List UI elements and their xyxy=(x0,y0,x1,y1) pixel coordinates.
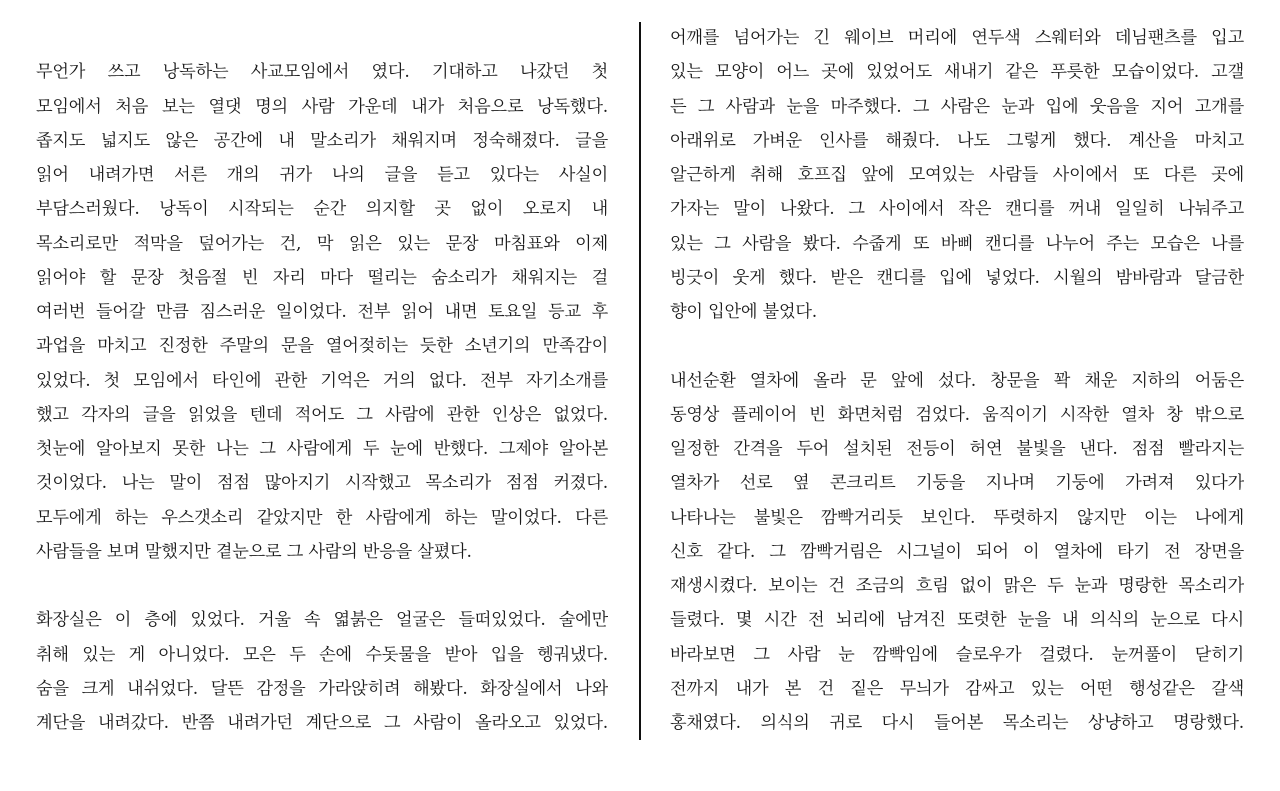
text-line: 취해 있는 게 아니었다. 모은 두 손에 수돗물을 받아 입을 헹궈냈다. xyxy=(36,644,608,665)
text-line: 재생시켰다. 보이는 건 조금의 흐림 없이 맑은 두 눈과 명랑한 목소리가 xyxy=(670,576,1244,596)
text-line: 좁지도 넓지도 않은 공간에 내 말소리가 채워지며 정숙해졌다. 글을 xyxy=(36,130,608,151)
text-line: 알근하게 취해 호프집 앞에 모여있는 사람들 사이에서 또 다른 곳에 xyxy=(670,165,1244,185)
text-line: 가자는 말이 나왔다. 그 사이에서 작은 캔디를 꺼내 일일히 나눠주고 xyxy=(670,199,1244,220)
column-divider xyxy=(639,22,641,740)
text-line: 전까지 내가 본 건 짙은 무늬가 감싸고 있는 어떤 행성같은 갈색 xyxy=(670,678,1244,699)
text-line: 바라보면 그 사람 눈 깜빡임에 슬로우가 걸렸다. 눈꺼풀이 닫히기 xyxy=(670,644,1244,665)
text-line: 든 그 사람과 눈을 마주했다. 그 사람은 눈과 입에 웃음을 지어 고개를 xyxy=(670,96,1244,117)
text-line: 있는 모양이 어느 곳에 있었어도 새내기 같은 푸릇한 모습이었다. 고갤 xyxy=(670,62,1244,83)
text-line: 신호 같다. 그 깜빡거림은 시그널이 되어 이 열차에 타기 전 장면을 xyxy=(670,541,1244,562)
left-column xyxy=(36,21,608,740)
text-line: 화장실은 이 층에 있었다. 거울 속 엷붉은 얼굴은 들떠있었다. 술에만 xyxy=(36,610,608,631)
paragraph-spacer xyxy=(36,569,608,603)
text-line: 모임에서 처음 보는 열댓 명의 사람 가운데 내가 처음으로 낭독했다. xyxy=(36,96,608,117)
text-line: 계단을 내려갔다. 반쯤 내려가던 계단으로 그 사람이 올라오고 있었다. xyxy=(36,713,608,733)
text-line: 일정한 간격을 두어 설치된 전등이 허연 불빛을 낸다. 점점 빨라지는 xyxy=(670,439,1244,459)
text-line: 숨을 크게 내쉬었다. 달뜬 감정을 가라앉히려 해봤다. 화장실에서 나와 xyxy=(36,678,608,699)
text-line: 과업을 마치고 진정한 주말의 문을 열어젖히는 듯한 소년기의 만족감이 xyxy=(36,336,608,357)
text-line: 읽어 내려가면 서른 개의 귀가 나의 글을 듣고 있다는 사실이 xyxy=(36,165,608,185)
paragraph-spacer xyxy=(36,21,608,55)
text-line: 빙긋이 웃게 했다. 받은 캔디를 입에 넣었다. 시월의 밤바람과 달금한 xyxy=(670,267,1244,288)
text-line: 여러번 들어갈 만큼 짐스러운 일이었다. 전부 읽어 내면 토요일 등교 후 xyxy=(36,302,608,322)
text-line: 사람들을 보며 말했지만 곁눈으로 그 사람의 반응을 살폈다. xyxy=(36,541,472,562)
text-line: 무언가 쓰고 낭독하는 사교모임에서 였다. 기대하고 나갔던 첫 xyxy=(36,62,608,83)
text-line: 향이 입안에 불었다. xyxy=(670,302,818,322)
text-line: 들렸다. 몇 시간 전 뇌리에 남겨진 또렷한 눈을 내 의식의 눈으로 다시 xyxy=(670,610,1244,631)
text-line: 동영상 플레이어 빈 화면처럼 검었다. 움직이기 시작한 열차 창 밖으로 xyxy=(670,404,1244,425)
right-column xyxy=(670,21,1244,740)
text-line: 것이었다. 나는 말이 점점 많아지기 시작했고 목소리가 점점 커졌다. xyxy=(36,473,608,494)
text-line: 아래위로 가벼운 인사를 해줬다. 나도 그렇게 했다. 계산을 마치고 xyxy=(670,130,1244,151)
text-line: 있는 그 사람을 봤다. 수줍게 또 바삐 캔디를 나누어 주는 모습은 나를 xyxy=(670,233,1244,254)
text-line: 내선순환 열차에 올라 문 앞에 섰다. 창문을 꽉 채운 지하의 어둠은 xyxy=(670,370,1244,391)
paragraph-spacer xyxy=(670,329,1244,363)
text-line: 열차가 선로 옆 콘크리트 기둥을 지나며 기둥에 가려져 있다가 xyxy=(670,473,1244,494)
text-line: 했고 각자의 글을 읽었을 텐데 적어도 그 사람에 관한 인상은 없었다. xyxy=(36,404,608,425)
text-line: 모두에게 하는 우스갯소리 같았지만 한 사람에게 하는 말이었다. 다른 xyxy=(36,507,608,528)
text-line: 목소리로만 적막을 덮어가는 건, 막 읽은 있는 문장 마침표와 이제 xyxy=(36,233,608,254)
text-line: 첫눈에 알아보지 못한 나는 그 사람에게 두 눈에 반했다. 그제야 알아본 xyxy=(36,439,608,459)
text-line: 어깨를 넘어가는 긴 웨이브 머리에 연두색 스웨터와 데님팬츠를 입고 xyxy=(670,28,1244,48)
text-line: 읽어야 할 문장 첫음절 빈 자리 마다 떨리는 숨소리가 채워지는 걸 xyxy=(36,267,608,288)
text-line: 있었다. 첫 모임에서 타인에 관한 기억은 거의 없다. 전부 자기소개를 xyxy=(36,370,608,391)
text-line: 나타나는 불빛은 깜빡거리듯 보인다. 뚜렷하지 않지만 이는 나에게 xyxy=(670,507,1244,528)
text-line: 부담스러웠다. 낭독이 시작되는 순간 의지할 곳 없이 오로지 내 xyxy=(36,199,608,220)
text-line: 홍채였다. 의식의 귀로 다시 들어본 목소리는 상냥하고 명랑했다. xyxy=(670,713,1244,733)
